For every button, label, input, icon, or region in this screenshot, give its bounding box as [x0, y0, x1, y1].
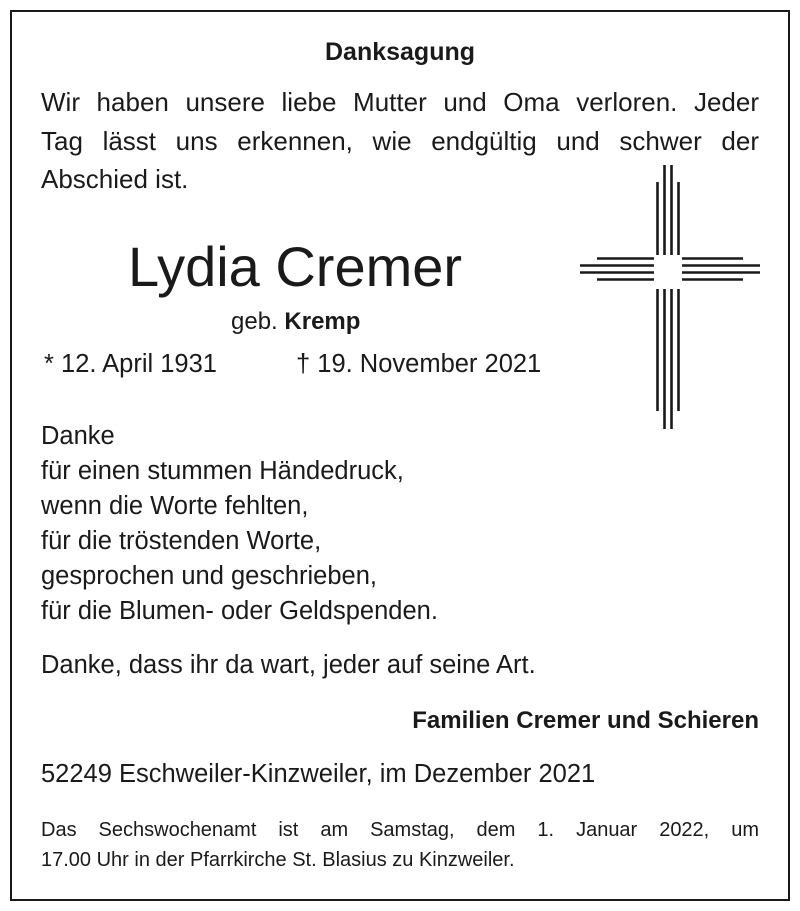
- closing-thanks: Danke, dass ihr da wart, jeder auf seine Art.: [41, 651, 536, 679]
- poem-line: für die Blumen- oder Geldspenden.: [41, 597, 438, 625]
- maiden-name: Kremp: [284, 308, 361, 335]
- death-date: † 19. November 2021: [296, 350, 542, 378]
- maiden-prefix: geb.: [231, 308, 278, 335]
- place-date: 52249 Eschweiler-Kinzweiler, im Dezember 2021: [41, 760, 596, 788]
- poem-line: Danke: [41, 422, 115, 450]
- maiden-name-line: [231, 308, 360, 336]
- poem-line: gesprochen und geschrieben,: [41, 562, 377, 590]
- poem-line: wenn die Worte fehlten,: [41, 492, 309, 520]
- service-notice: [41, 815, 759, 875]
- deceased-name: Lydia Cremer: [128, 235, 463, 298]
- intro-line: Abschied ist.: [41, 164, 189, 194]
- notice-line: Das Sechswochenamt ist am Samstag, dem 1. Januar 2022, um: [41, 819, 759, 841]
- notice-line: 17.00 Uhr in der Pfarrkirche St. Blasius zu Kinzweiler.: [41, 849, 515, 871]
- poem-line: für einen stummen Händedruck,: [41, 457, 404, 485]
- family-signature: Familien Cremer und Schieren: [412, 707, 759, 734]
- cross-icon: [578, 163, 762, 431]
- intro-line: Tag lässt uns erkennen, wie endgültig und schwer der: [41, 125, 759, 156]
- heading: Danksagung: [324, 38, 476, 66]
- poem: [41, 419, 438, 629]
- poem-line: für die tröstenden Worte,: [41, 527, 322, 555]
- intro-line: Wir haben unsere liebe Mutter und Oma verloren. Jeder: [41, 87, 759, 117]
- birth-date: * 12. April 1931: [44, 350, 217, 378]
